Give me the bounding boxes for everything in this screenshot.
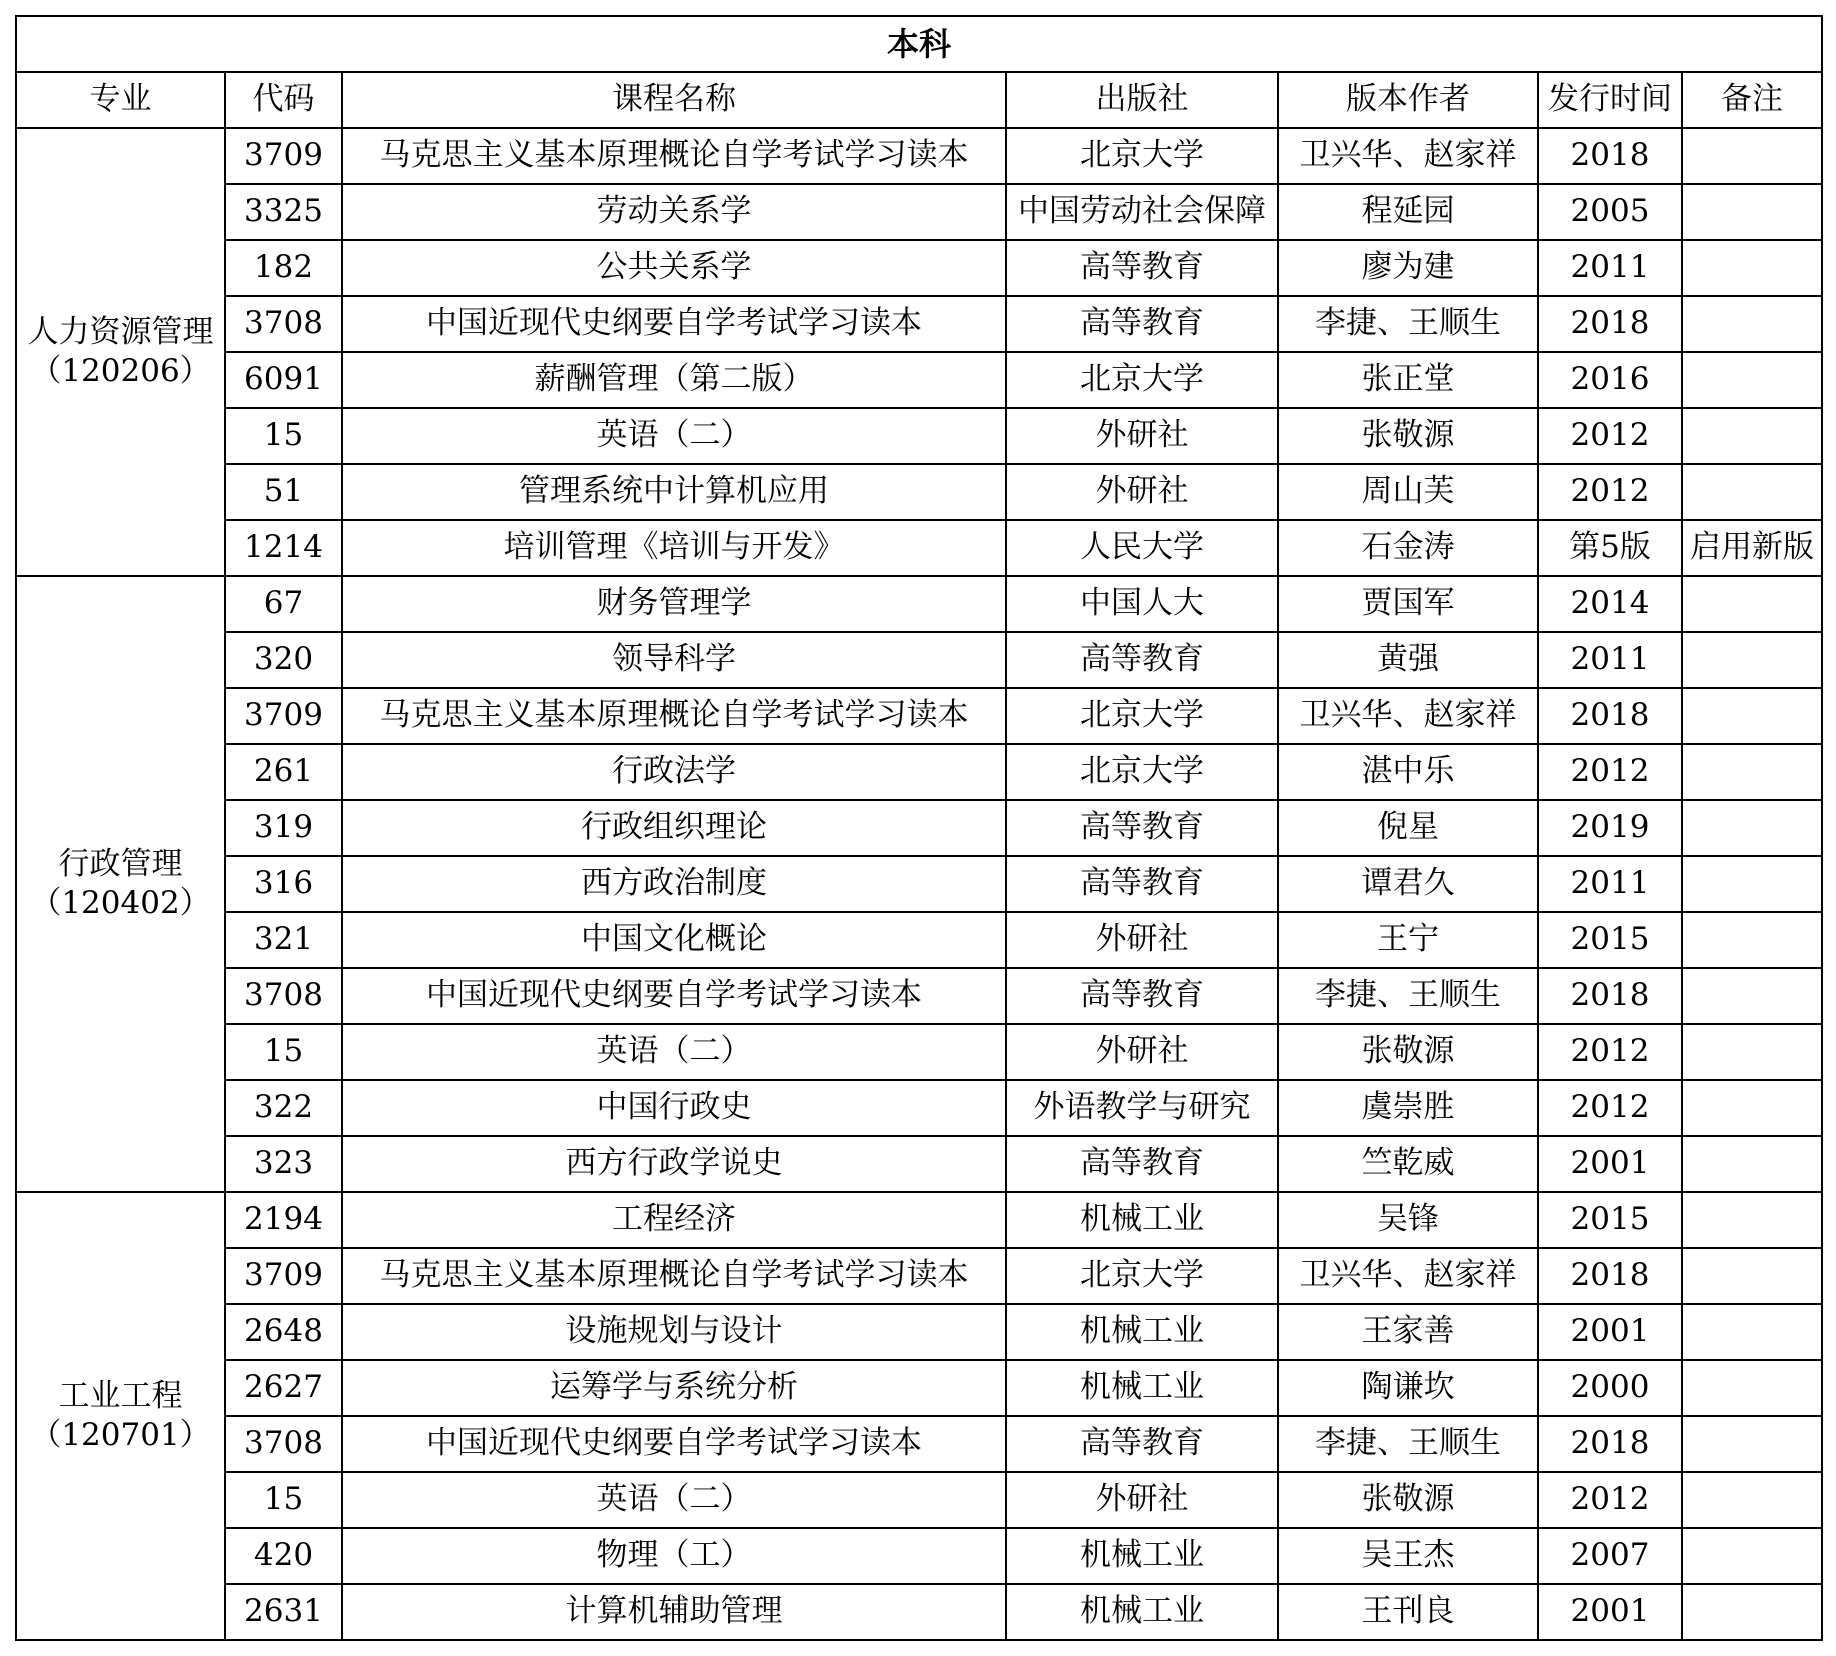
course-code-cell: 67 (225, 576, 342, 632)
author-cell: 王宁 (1278, 912, 1538, 968)
author-cell: 王家善 (1278, 1304, 1538, 1360)
release-date-cell: 2011 (1538, 856, 1682, 912)
remarks-cell (1682, 352, 1822, 408)
course-code-cell: 3325 (225, 184, 342, 240)
course-name-cell: 劳动关系学 (342, 184, 1006, 240)
author-cell: 王刊良 (1278, 1584, 1538, 1640)
course-name-cell: 设施规划与设计 (342, 1304, 1006, 1360)
release-date-cell: 2015 (1538, 912, 1682, 968)
header-row (16, 72, 1822, 128)
table-row (16, 1416, 1822, 1472)
course-code-cell: 319 (225, 800, 342, 856)
publisher-cell: 高等教育 (1006, 1136, 1278, 1192)
major-name: 行政管理 (58, 846, 183, 883)
table-row (16, 352, 1822, 408)
release-date-cell: 2000 (1538, 1360, 1682, 1416)
author-cell: 湛中乐 (1278, 744, 1538, 800)
course-name-cell: 马克思主义基本原理概论自学考试学习读本 (342, 1248, 1006, 1304)
author-cell: 廖为建 (1278, 240, 1538, 296)
table-row (16, 800, 1822, 856)
table-row (16, 856, 1822, 912)
course-code-cell: 51 (225, 464, 342, 520)
remarks-cell (1682, 408, 1822, 464)
publisher-cell: 外研社 (1006, 1472, 1278, 1528)
author-cell: 李捷、王顺生 (1278, 296, 1538, 352)
author-cell: 吴王杰 (1278, 1528, 1538, 1584)
publisher-cell: 高等教育 (1006, 632, 1278, 688)
course-code-cell: 3708 (225, 968, 342, 1024)
release-date-cell: 2018 (1538, 296, 1682, 352)
course-code-cell: 3709 (225, 128, 342, 184)
table-row (16, 128, 1822, 184)
course-code-cell: 320 (225, 632, 342, 688)
author-cell: 卫兴华、赵家祥 (1278, 1248, 1538, 1304)
course-code-cell: 3708 (225, 296, 342, 352)
course-code-cell: 2648 (225, 1304, 342, 1360)
release-date-cell: 2018 (1538, 1248, 1682, 1304)
major-cell (16, 128, 225, 576)
publisher-cell: 高等教育 (1006, 800, 1278, 856)
publisher-cell: 外研社 (1006, 464, 1278, 520)
release-date-cell: 2018 (1538, 128, 1682, 184)
table-row (16, 1024, 1822, 1080)
course-name-cell: 培训管理《培训与开发》 (342, 520, 1006, 576)
publisher-cell: 北京大学 (1006, 352, 1278, 408)
course-code-cell: 182 (225, 240, 342, 296)
remarks-cell (1682, 1416, 1822, 1472)
course-name-cell: 行政法学 (342, 744, 1006, 800)
course-name-cell: 英语（二） (342, 1472, 1006, 1528)
table-row (16, 632, 1822, 688)
course-code-cell: 3709 (225, 688, 342, 744)
course-code-cell: 322 (225, 1080, 342, 1136)
remarks-cell (1682, 576, 1822, 632)
release-date-cell: 2007 (1538, 1528, 1682, 1584)
release-date-cell: 2018 (1538, 1416, 1682, 1472)
table-row (16, 408, 1822, 464)
remarks-cell (1682, 128, 1822, 184)
publisher-cell: 北京大学 (1006, 744, 1278, 800)
publisher-cell: 高等教育 (1006, 1416, 1278, 1472)
publisher-cell: 中国人大 (1006, 576, 1278, 632)
publisher-cell: 外研社 (1006, 1024, 1278, 1080)
remarks-cell (1682, 1304, 1822, 1360)
publisher-cell: 机械工业 (1006, 1360, 1278, 1416)
table-row (16, 1136, 1822, 1192)
remarks-cell (1682, 968, 1822, 1024)
course-code-cell: 15 (225, 408, 342, 464)
table-row (16, 296, 1822, 352)
remarks-cell (1682, 464, 1822, 520)
course-code-cell: 2631 (225, 1584, 342, 1640)
course-name-cell: 马克思主义基本原理概论自学考试学习读本 (342, 688, 1006, 744)
course-name-cell: 中国文化概论 (342, 912, 1006, 968)
course-table (15, 15, 1823, 1641)
remarks-cell (1682, 1024, 1822, 1080)
publisher-cell: 人民大学 (1006, 520, 1278, 576)
table-row (16, 1080, 1822, 1136)
remarks-cell (1682, 688, 1822, 744)
major-code: （120402） (30, 885, 211, 921)
course-name-cell: 英语（二） (342, 408, 1006, 464)
course-name-cell: 英语（二） (342, 1024, 1006, 1080)
table-row (16, 520, 1822, 576)
remarks-cell (1682, 1360, 1822, 1416)
header-remarks: 备注 (1682, 72, 1822, 128)
remarks-cell (1682, 1192, 1822, 1248)
table-row (16, 968, 1822, 1024)
author-cell: 卫兴华、赵家祥 (1278, 128, 1538, 184)
header-release-date: 发行时间 (1538, 72, 1682, 128)
course-name-cell: 工程经济 (342, 1192, 1006, 1248)
release-date-cell: 第5版 (1538, 520, 1682, 576)
header-code: 代码 (225, 72, 342, 128)
header-major: 专业 (16, 72, 225, 128)
table-row (16, 240, 1822, 296)
course-code-cell: 261 (225, 744, 342, 800)
author-cell: 张敬源 (1278, 1472, 1538, 1528)
release-date-cell: 2012 (1538, 744, 1682, 800)
publisher-cell: 高等教育 (1006, 296, 1278, 352)
remarks-cell (1682, 184, 1822, 240)
course-code-cell: 2627 (225, 1360, 342, 1416)
course-name-cell: 计算机辅助管理 (342, 1584, 1006, 1640)
course-name-cell: 行政组织理论 (342, 800, 1006, 856)
release-date-cell: 2019 (1538, 800, 1682, 856)
remarks-cell (1682, 1528, 1822, 1584)
course-name-cell: 中国近现代史纲要自学考试学习读本 (342, 296, 1006, 352)
release-date-cell: 2014 (1538, 576, 1682, 632)
remarks-cell (1682, 1248, 1822, 1304)
course-name-cell: 中国近现代史纲要自学考试学习读本 (342, 1416, 1006, 1472)
course-code-cell: 316 (225, 856, 342, 912)
release-date-cell: 2012 (1538, 1024, 1682, 1080)
table-row (16, 184, 1822, 240)
course-code-cell: 6091 (225, 352, 342, 408)
author-cell: 虞崇胜 (1278, 1080, 1538, 1136)
author-cell: 程延园 (1278, 184, 1538, 240)
author-cell: 黄强 (1278, 632, 1538, 688)
course-name-cell: 运筹学与系统分析 (342, 1360, 1006, 1416)
publisher-cell: 高等教育 (1006, 240, 1278, 296)
release-date-cell: 2018 (1538, 688, 1682, 744)
table-row (16, 912, 1822, 968)
author-cell: 竺乾威 (1278, 1136, 1538, 1192)
release-date-cell: 2001 (1538, 1136, 1682, 1192)
table-row (16, 1304, 1822, 1360)
author-cell: 张正堂 (1278, 352, 1538, 408)
release-date-cell: 2016 (1538, 352, 1682, 408)
remarks-cell (1682, 632, 1822, 688)
release-date-cell: 2001 (1538, 1304, 1682, 1360)
table-row (16, 1360, 1822, 1416)
remarks-cell (1682, 296, 1822, 352)
remarks-cell (1682, 240, 1822, 296)
table-row (16, 576, 1822, 632)
author-cell: 谭君久 (1278, 856, 1538, 912)
header-publisher: 出版社 (1006, 72, 1278, 128)
course-name-cell: 领导科学 (342, 632, 1006, 688)
table-row (16, 464, 1822, 520)
table-row (16, 1584, 1822, 1640)
release-date-cell: 2012 (1538, 408, 1682, 464)
remarks-cell (1682, 856, 1822, 912)
release-date-cell: 2001 (1538, 1584, 1682, 1640)
table-row (16, 1472, 1822, 1528)
course-code-cell: 321 (225, 912, 342, 968)
course-name-cell: 马克思主义基本原理概论自学考试学习读本 (342, 128, 1006, 184)
course-code-cell: 3708 (225, 1416, 342, 1472)
author-cell: 张敬源 (1278, 1024, 1538, 1080)
course-code-cell: 420 (225, 1528, 342, 1584)
course-name-cell: 管理系统中计算机应用 (342, 464, 1006, 520)
course-code-cell: 323 (225, 1136, 342, 1192)
remarks-cell (1682, 1136, 1822, 1192)
course-code-cell: 2194 (225, 1192, 342, 1248)
course-name-cell: 中国行政史 (342, 1080, 1006, 1136)
publisher-cell: 外语教学与研究 (1006, 1080, 1278, 1136)
remarks-cell (1682, 1584, 1822, 1640)
course-name-cell: 公共关系学 (342, 240, 1006, 296)
publisher-cell: 机械工业 (1006, 1192, 1278, 1248)
release-date-cell: 2012 (1538, 1472, 1682, 1528)
author-cell: 李捷、王顺生 (1278, 1416, 1538, 1472)
release-date-cell: 2012 (1538, 464, 1682, 520)
release-date-cell: 2005 (1538, 184, 1682, 240)
table-row (16, 1528, 1822, 1584)
major-cell (16, 1192, 225, 1640)
release-date-cell: 2015 (1538, 1192, 1682, 1248)
remarks-cell (1682, 912, 1822, 968)
author-cell: 卫兴华、赵家祥 (1278, 688, 1538, 744)
major-code: （120701） (30, 1417, 211, 1453)
course-code-cell: 3709 (225, 1248, 342, 1304)
course-name-cell: 西方行政学说史 (342, 1136, 1006, 1192)
table-title: 本科 (16, 16, 1822, 72)
remarks-cell (1682, 800, 1822, 856)
publisher-cell: 机械工业 (1006, 1304, 1278, 1360)
publisher-cell: 高等教育 (1006, 968, 1278, 1024)
table-row (16, 744, 1822, 800)
course-name-cell: 物理（工） (342, 1528, 1006, 1584)
publisher-cell: 外研社 (1006, 912, 1278, 968)
publisher-cell: 北京大学 (1006, 128, 1278, 184)
remarks-cell (1682, 744, 1822, 800)
release-date-cell: 2012 (1538, 1080, 1682, 1136)
table-row (16, 1248, 1822, 1304)
remarks-cell (1682, 1472, 1822, 1528)
header-course-name: 课程名称 (342, 72, 1006, 128)
title-row (16, 16, 1822, 72)
release-date-cell: 2018 (1538, 968, 1682, 1024)
publisher-cell: 高等教育 (1006, 856, 1278, 912)
course-code-cell: 15 (225, 1472, 342, 1528)
publisher-cell: 北京大学 (1006, 1248, 1278, 1304)
table-row (16, 688, 1822, 744)
major-name: 工业工程 (58, 1378, 183, 1415)
major-name: 人力资源管理 (27, 314, 214, 351)
release-date-cell: 2011 (1538, 240, 1682, 296)
course-name-cell: 中国近现代史纲要自学考试学习读本 (342, 968, 1006, 1024)
publisher-cell: 机械工业 (1006, 1528, 1278, 1584)
publisher-cell: 北京大学 (1006, 688, 1278, 744)
author-cell: 张敬源 (1278, 408, 1538, 464)
author-cell: 吴锋 (1278, 1192, 1538, 1248)
remarks-cell: 启用新版 (1682, 520, 1822, 576)
author-cell: 石金涛 (1278, 520, 1538, 576)
publisher-cell: 外研社 (1006, 408, 1278, 464)
course-name-cell: 西方政治制度 (342, 856, 1006, 912)
course-code-cell: 1214 (225, 520, 342, 576)
remarks-cell (1682, 1080, 1822, 1136)
course-name-cell: 薪酬管理（第二版） (342, 352, 1006, 408)
course-name-cell: 财务管理学 (342, 576, 1006, 632)
author-cell: 周山芙 (1278, 464, 1538, 520)
release-date-cell: 2011 (1538, 632, 1682, 688)
course-code-cell: 15 (225, 1024, 342, 1080)
header-author: 版本作者 (1278, 72, 1538, 128)
author-cell: 陶谦坎 (1278, 1360, 1538, 1416)
table-row (16, 1192, 1822, 1248)
publisher-cell: 中国劳动社会保障 (1006, 184, 1278, 240)
publisher-cell: 机械工业 (1006, 1584, 1278, 1640)
major-code: （120206） (30, 353, 211, 389)
author-cell: 倪星 (1278, 800, 1538, 856)
major-cell (16, 576, 225, 1192)
author-cell: 李捷、王顺生 (1278, 968, 1538, 1024)
author-cell: 贾国军 (1278, 576, 1538, 632)
